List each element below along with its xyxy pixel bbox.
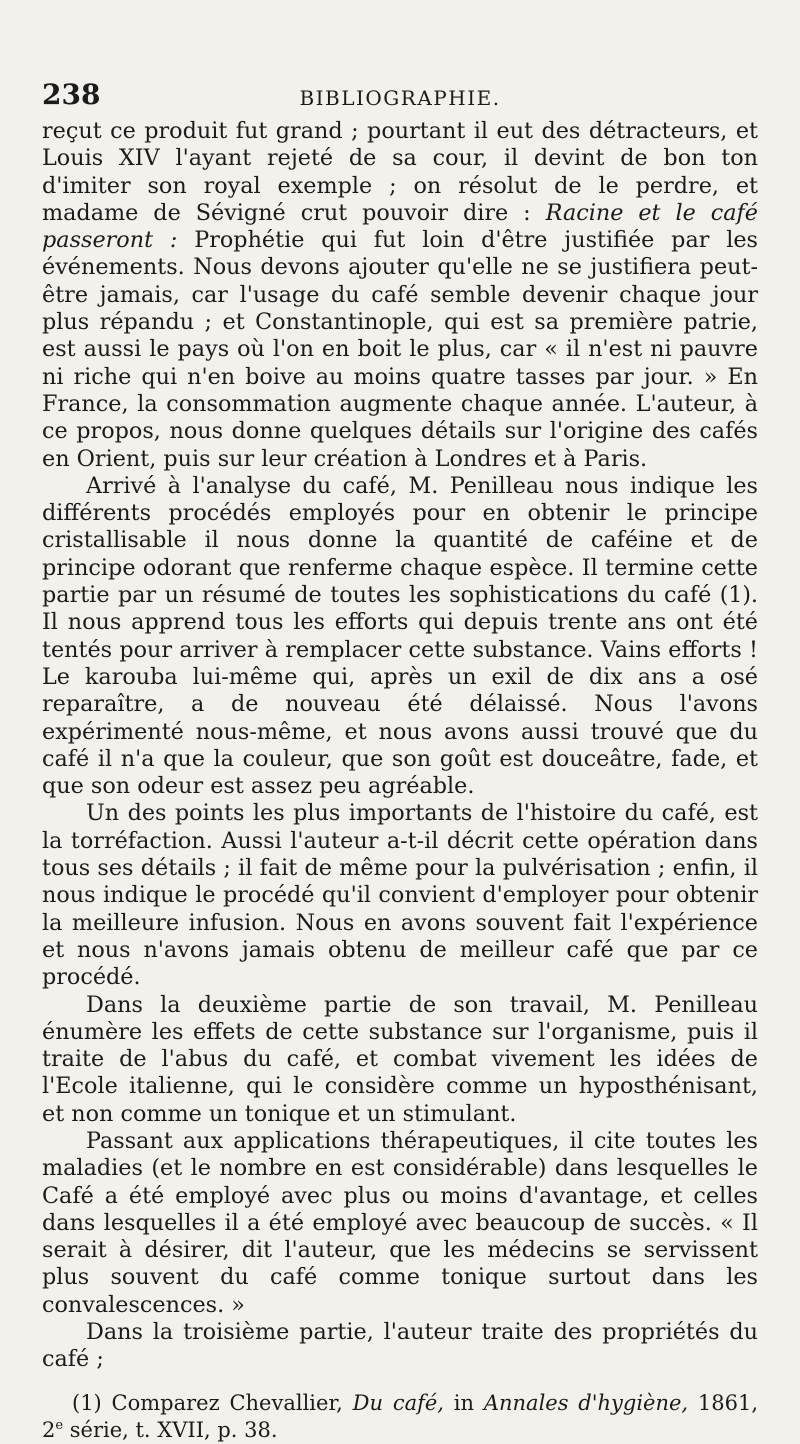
body-text bbox=[42, 118, 758, 1374]
footnote-text-start: Comparez Chevallier, bbox=[101, 1390, 353, 1415]
italic-quote: Racine et le café passeront : bbox=[42, 199, 758, 254]
footnote-marker: (1) bbox=[72, 1390, 102, 1415]
page-number: 238 bbox=[42, 78, 101, 111]
footnote-year: 1861, 2 bbox=[42, 1390, 759, 1442]
footnote-work-title: Du café, bbox=[352, 1390, 444, 1415]
footnote-reference: série, t. XVII, p. 38. bbox=[63, 1417, 278, 1442]
paragraph-text: Dans la deuxième partie de son travail, M. Penilleau énumère les effets de cette substance sur l'organisme, puis il traite de l'abus du café, et combat vivement les idées de l'Ecole italienne, qui le considère comme un hyposthénisant, et non comme un tonique et un stimulant. bbox=[42, 991, 758, 1127]
paragraph bbox=[42, 1319, 758, 1374]
paragraph bbox=[42, 473, 758, 801]
footnote-in: in bbox=[443, 1390, 484, 1415]
paragraph bbox=[42, 1128, 758, 1319]
paragraph-text: Prophétie qui fut loin d'être justifiée par les événements. Nous devons ajouter qu'elle ne se justifiera peut-être jamais, car l'usage du café semble devenir chaque jour plus répandu ; et Constantinople, qui est sa première patrie, est aussi le pays où l'on en boit le plus, car « il n'est ni pauvre ni riche qui n'en boive au moins quatre tasses par jour. » En France, la consommation augmente chaque année. L'auteur, à ce propos, nous donne quelques détails sur l'origine des cafés en Orient, puis sur leur création à Londres et à Paris. bbox=[42, 227, 758, 472]
footnote-reference-mark: (1) bbox=[719, 583, 751, 609]
footnote bbox=[42, 1390, 758, 1444]
paragraph bbox=[42, 992, 758, 1128]
paragraph-text: Passant aux applications thérapeutiques, il cite toutes les maladies (et le nombre en est considérable) dans lesquelles le Café a été employé avec plus ou moins d'avantage, et celles dans lesquelles il a été employé avec beaucoup de succès. « Il serait à désirer, dit l'auteur, que les médecins se servissent plus souvent du café comme tonique surtout dans les convalescences. » bbox=[42, 1127, 758, 1318]
paragraph-text: . Il nous apprend tous les efforts qui depuis trente ans ont été tentés pour arriver à remplacer cette substance. Vains efforts ! Le karouba lui-même qui, après un exil de dix ans a osé reparaître, a de nouveau été délaissé. Nous l'avons expérimenté nous-même, et nous avons aussi trouvé que du café il n'a que la couleur, que son goût est douceâtre, fade, et que son odeur est assez peu agréable. bbox=[42, 582, 758, 800]
paragraph bbox=[42, 800, 758, 991]
paragraph bbox=[42, 118, 758, 473]
paragraph-text: Arrivé à l'analyse du café, M. Penilleau nous indique les différents procédés employés pour en obtenir le principe cristallisable il nous donne la quantité de caféine et de principe odorant que renferme chaque espèce. Il termine cette partie par un résumé de toutes les sophistications du café bbox=[42, 472, 758, 609]
footnote-journal: Annales d'hygiène, bbox=[483, 1390, 689, 1415]
paragraph-text: Dans la troisième partie, l'auteur traite des propriétés du café ; bbox=[42, 1319, 758, 1373]
footnote-series-sup: e bbox=[55, 1417, 64, 1433]
paragraph-text: Un des points les plus importants de l'histoire du café, est la torréfaction. Aussi l'auteur a-t-il décrit cette opération dans tous ses détails ; il fait de même pour la pulvérisation ; enfin, il nous indique le procédé qu'il convient d'employer pour obtenir la meilleure infusion. Nous en avons souvent fait l'expérience et nous n'avons jamais obtenu de meilleur café que par ce procédé. bbox=[42, 800, 758, 991]
paragraph-text: reçut ce produit fut grand ; pourtant il eut des détracteurs, et Louis XIV l'ayant rejeté de sa cour, il devint de bon ton d'imiter son royal exemple ; on résolut de le perdre, et madame de Sévigné crut pouvoir dire : bbox=[42, 118, 758, 226]
section-title: BIBLIOGRAPHIE. bbox=[299, 86, 501, 110]
running-head bbox=[42, 78, 758, 118]
